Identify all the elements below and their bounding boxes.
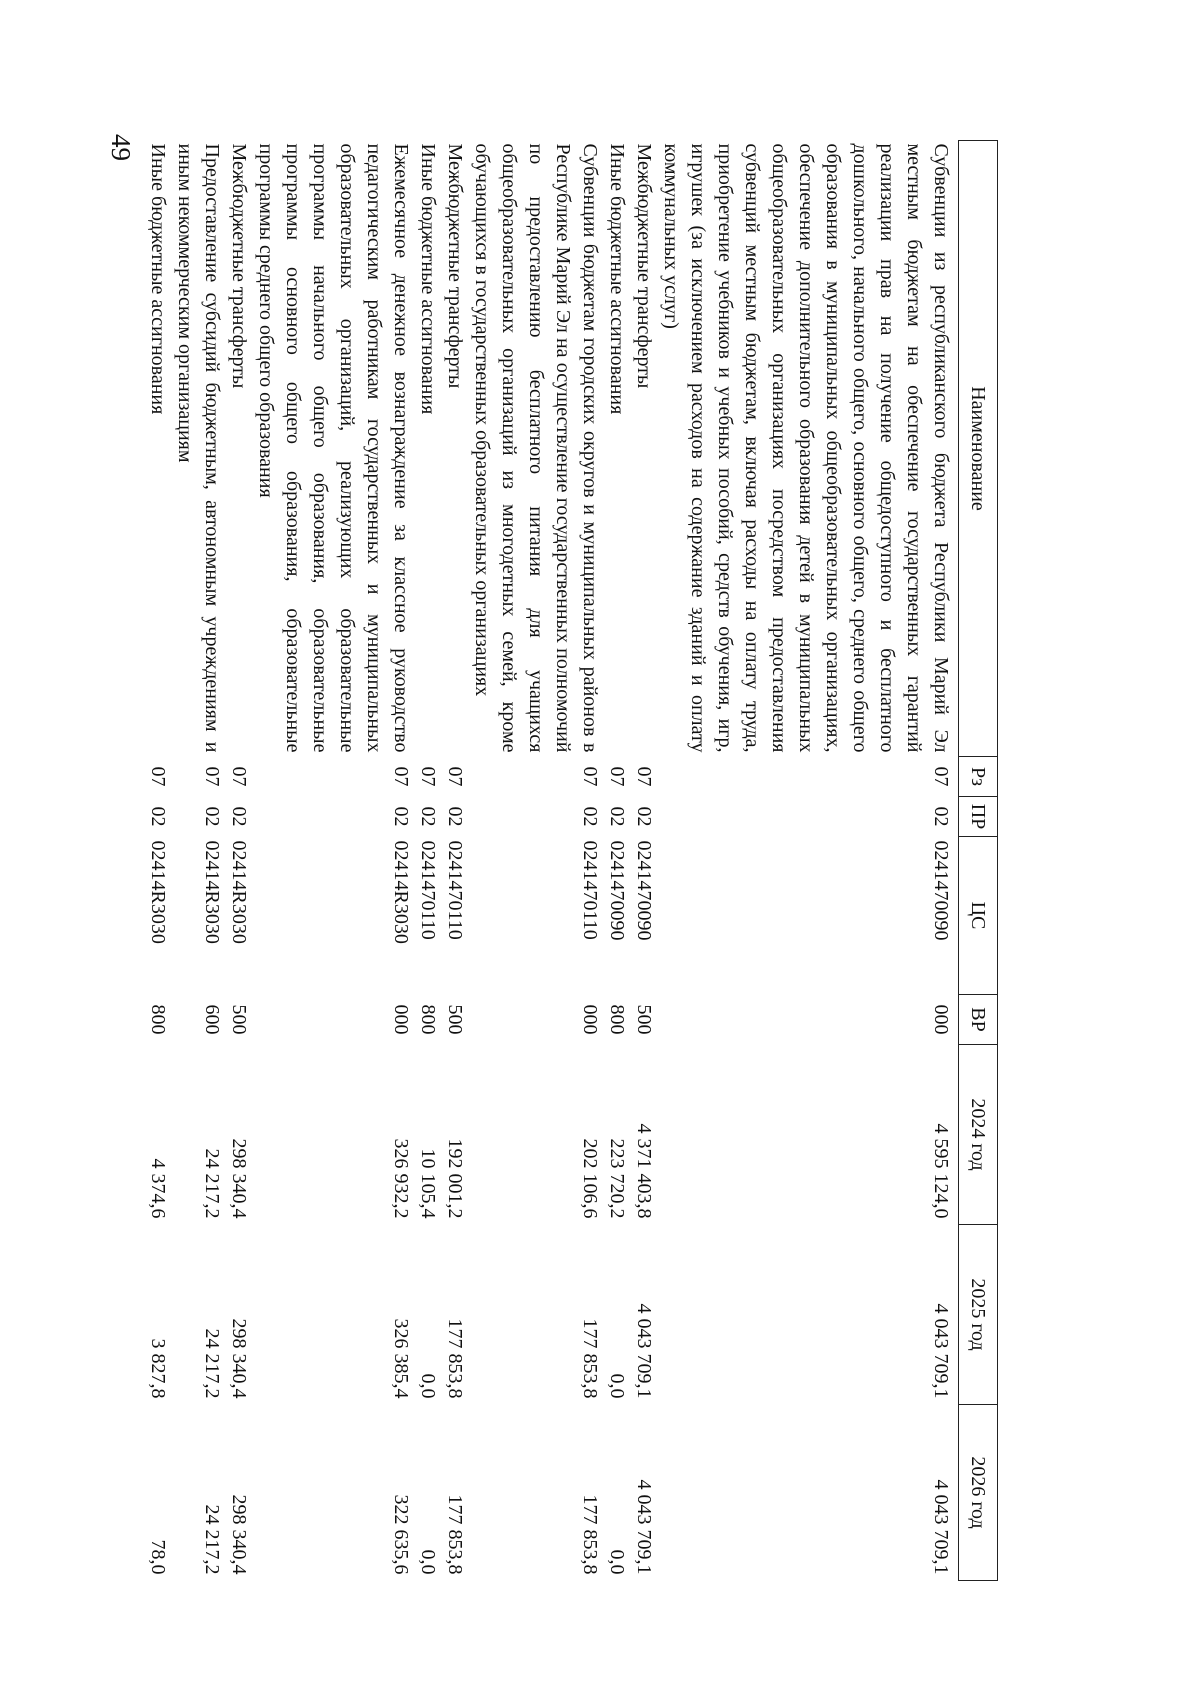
row-name: Межбюджетные трансферты [228,143,250,389]
row-cs: 0241470090 [633,840,655,941]
table-row [252,141,414,1581]
row-cs: 02414R3030 [147,840,169,944]
row-rz: 07 [444,766,466,787]
row-pr: 02 [390,806,412,827]
rotated-table-container [147,140,998,1580]
budget-table [144,140,998,1581]
row-2026: 177 853,8 [444,1494,466,1575]
row-2025: 326 385,4 [390,1318,412,1399]
row-pr: 02 [633,806,655,827]
table-row [603,141,630,1581]
row-vr: 800 [417,1004,439,1035]
row-2024: 10 105,4 [417,1148,439,1219]
row-vr: 500 [228,1004,250,1035]
row-vr: 800 [147,1004,169,1035]
row-2026: 78,0 [147,1539,169,1575]
row-vr: 000 [579,1004,601,1035]
row-pr: 02 [201,806,223,827]
row-vr: 000 [390,1004,412,1035]
row-name: Иные бюджетные ассигнования [147,143,169,415]
row-2025: 4 043 709,1 [633,1303,655,1399]
row-2024: 223 720,2 [606,1138,628,1219]
row-rz: 07 [228,766,250,787]
table-row [144,141,171,1581]
row-2025: 298 340,4 [228,1318,250,1399]
row-name: Ежемесячное денежное вознаграждение за классное руководство педагогическим работникам государственных и муниципальных образовательных организаций, реализующих образовательные программы начального общего образования, образовательные программы основного общего образования, образовательные программы среднего общего образования [255,143,412,753]
header-2024: 2024 год [959,1045,998,1225]
row-rz: 07 [201,766,223,787]
row-rz: 07 [417,766,439,787]
row-pr: 02 [444,806,466,827]
table-header-row [959,141,998,1581]
row-cs: 0241470110 [444,840,466,940]
row-name: Субвенции бюджетам городских округов и муниципальных районов в Республике Марий Эл на осуществление государственных полномочий по предоставлению бесплатного питания для учащихся общеобразовательных организаций из многодетных семей, кроме обучающихся в государственных образовательных организациях [471,143,601,753]
row-2024: 4 595 124,0 [930,1123,952,1219]
row-name: Иные бюджетные ассигнования [417,143,439,415]
row-2024: 4 374,6 [147,1158,169,1219]
header-2026: 2026 год [959,1405,998,1581]
row-2026: 4 043 709,1 [930,1479,952,1575]
row-vr: 000 [930,1004,952,1035]
row-vr: 500 [633,1004,655,1035]
row-2024: 326 932,2 [390,1138,412,1219]
row-rz: 07 [390,766,412,787]
row-name: Предоставление субсидий бюджетным, автономным учреждениям и иным некоммерческим организациям [174,143,223,753]
table-row [225,141,252,1581]
header-vr: ВР [959,995,998,1045]
row-2026: 0,0 [417,1549,439,1575]
row-name: Межбюджетные трансферты [633,143,655,389]
header-rz: Рз [959,757,998,797]
row-2026: 322 635,6 [390,1494,412,1575]
row-cs: 02414R3030 [201,840,223,944]
header-2025: 2025 год [959,1225,998,1405]
row-2026: 0,0 [606,1549,628,1575]
row-2024: 202 106,6 [579,1138,601,1219]
row-name: Межбюджетные трансферты [444,143,466,389]
row-vr: 500 [444,1004,466,1035]
row-2025: 177 853,8 [579,1318,601,1399]
table-row [171,141,225,1581]
row-2024: 298 340,4 [228,1138,250,1219]
row-cs: 02414R3030 [390,840,412,944]
row-pr: 02 [579,806,601,827]
page-number: 49 [106,134,136,161]
row-2025: 0,0 [606,1373,628,1399]
row-pr: 02 [147,806,169,827]
header-cs: ЦС [959,837,998,995]
row-2025: 4 043 709,1 [930,1303,952,1399]
row-cs: 0241470110 [417,840,439,940]
table-row [414,141,441,1581]
row-name: Иные бюджетные ассигнования [606,143,628,415]
header-name: Наименование [959,141,998,757]
row-2025: 3 827,8 [147,1338,169,1399]
row-cs: 0241470090 [606,840,628,941]
row-vr: 600 [201,1004,223,1035]
row-cs: 0241470110 [579,840,601,940]
row-2026: 298 340,4 [228,1494,250,1575]
row-2026: 177 853,8 [579,1494,601,1575]
row-2026: 4 043 709,1 [633,1479,655,1575]
row-2024: 4 371 403,8 [633,1123,655,1219]
row-2025: 0,0 [417,1373,439,1399]
row-cs: 02414R3030 [228,840,250,944]
row-cs: 0241470090 [930,840,952,941]
row-pr: 02 [930,806,952,827]
row-rz: 07 [930,766,952,787]
row-2026: 24 217,2 [201,1504,223,1575]
table-row [441,141,468,1581]
row-2025: 24 217,2 [201,1328,223,1399]
row-pr: 02 [417,806,439,827]
row-rz: 07 [147,766,169,787]
row-rz: 07 [606,766,628,787]
table-row [468,141,603,1581]
row-vr: 800 [606,1004,628,1035]
table-row [630,141,657,1581]
row-2025: 177 853,8 [444,1318,466,1399]
row-rz: 07 [579,766,601,787]
row-pr: 02 [606,806,628,827]
table-row [657,141,959,1581]
header-pr: ПР [959,797,998,837]
row-name: Субвенции из республиканского бюджета Республики Марий Эл местным бюджетам на обеспечение государственных гарантий реализации прав на получение общедоступного и бесплатного дошкольного, начального общего, основного общего, среднего общего образования в муниципальных общеобразовательных организациях, обеспечение дополнительного образования детей в муниципальных общеобразовательных организациях посредством предоставления субвенций местным бюджетам, включая расходы на оплату труда, приобретение учебников и учебных пособий, средств обучения, игр, игрушек (за исключением расходов на содержание зданий и оплату коммунальных услуг) [660,143,952,753]
row-2024: 24 217,2 [201,1148,223,1219]
row-pr: 02 [228,806,250,827]
row-rz: 07 [633,766,655,787]
row-2024: 192 001,2 [444,1138,466,1219]
